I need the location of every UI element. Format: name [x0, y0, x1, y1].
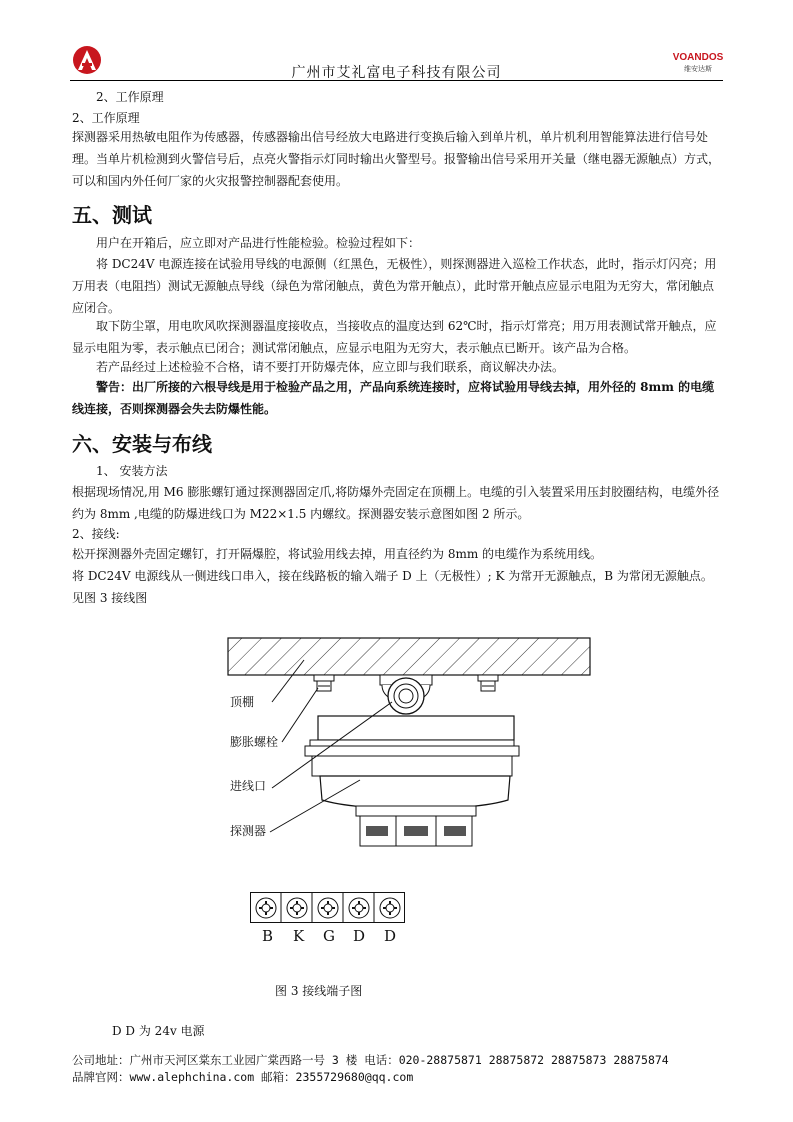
detector-body	[305, 716, 519, 846]
paragraph-install-method: 根据现场情况,用 M6 膨胀螺钉通过探测器固定爪,将防爆外壳固定在顶棚上。电缆的引入装置采用压封胶圈结构，电缆外径约为 8mm ,电缆的防爆进线口为 M22×1.5 内螺纹。探测器安装示意图如图 2 所示。	[72, 485, 720, 521]
label-detector: 探测器	[230, 824, 267, 838]
footer-web-email: 品牌官网：www.alephchina.com 邮箱：2355729680@qq.com	[72, 1070, 414, 1084]
label-expansion-bolt: 膨胀螺栓	[230, 735, 279, 749]
figure-note: D D 为 24v 电源	[112, 1024, 205, 1038]
paragraph-test-intro: 用户在开箱后，应立即对产品进行性能检验。检验过程如下：	[96, 236, 421, 250]
section-title-install: 六、安装与布线	[72, 432, 212, 456]
leader-detector	[270, 780, 360, 832]
terminal-label-b: B	[262, 927, 274, 945]
paragraph-test-fail: 若产品经过上述检验不合格，请不要打开防爆壳体，应立即与我们联系，商议解决办法。	[96, 360, 565, 374]
figure-caption: 图 3 接线端子图	[275, 984, 363, 998]
header-divider	[70, 80, 723, 81]
footer-address: 公司地址：广州市天河区棠东工业园广棠西路一号 3 楼 电话：020-28875871 28875872 28875873 28875874	[72, 1053, 669, 1067]
paragraph-test-power: 将 DC24V 电源连接在试验用导线的电源侧（红黑色，无极性），则探测器进入巡检工作状态，此时，指示灯闪亮；用万用表（电阻挡）测试无源触点导线（绿色为常闭触点，黄色为常开触点），此时常开触点应显示电阻为无穷大，常闭触点应闭合。	[72, 257, 717, 315]
company-name: 广州市艾礼富电子科技有限公司	[291, 65, 502, 81]
subheading-wiring: 2、接线:	[72, 527, 120, 541]
terminal-label-k: K	[293, 927, 305, 945]
paragraph-test-heat: 取下防尘罩，用电吹风吹探测器温度接收点，当接收点的温度达到 62℃时，指示灯常亮；用万用表测试常开触点，应显示电阻为零，表示触点已闭合；测试常闭触点，应显示电阻为无穷大，表示触点已断开。该产品为合格。	[72, 319, 717, 355]
terminal-label-d1: D	[353, 927, 366, 945]
brand-subtitle: 维安达斯	[684, 65, 712, 73]
warning-text: 警告：出厂所接的六根导线是用于检验产品之用，产品向系统连接时，应将试验用导线去掉，用外径的 8mm 的电缆线连接，否则探测器会失去防爆性能。	[72, 380, 715, 416]
section-title-test: 五、测试	[72, 203, 152, 227]
label-cable-inlet: 进线口	[230, 779, 267, 793]
cable-inlet	[380, 675, 432, 714]
terminal-screw-icon	[380, 898, 400, 918]
leader-bolt	[282, 688, 318, 742]
ceiling	[228, 638, 590, 675]
brand-logo	[668, 52, 728, 74]
terminal-block	[250, 892, 410, 924]
label-ceiling: 顶棚	[230, 695, 255, 709]
paragraph-wiring-connect: 将 DC24V 电源线从一侧进线口串入，接在线路板的输入端子 D 上（无极性）; K 为常开无源触点，B 为常闭无源触点。见图 3 接线图	[72, 569, 713, 605]
terminal-label-d2: D	[384, 927, 397, 945]
expansion-bolt-right	[478, 675, 498, 691]
subheading-work-principle-b: 2、工作原理	[72, 111, 140, 125]
subheading-install-method: 1、 安装方法	[96, 464, 168, 478]
terminal-label-g: G	[323, 927, 335, 945]
brand-name: VOANDOS	[672, 52, 724, 63]
paragraph-work-principle: 探测器采用热敏电阻作为传感器，传感器输出信号经放大电路进行变换后输入到单片机，单片机利用智能算法进行信号处理。当单片机检测到火警信号后，点亮火警指示灯同时输出火警型号。报警输出信号采用开关量（继电器无源触点）方式，可以和国内外任何厂家的火灾报警控制器配套使用。	[72, 130, 721, 188]
paragraph-wiring-open: 松开探测器外壳固定螺钉，打开隔爆腔，将试验用线去掉，用直径约为 8mm 的电缆作为系统用线。	[72, 547, 603, 561]
subheading-work-principle-a: 2、工作原理	[96, 90, 164, 104]
